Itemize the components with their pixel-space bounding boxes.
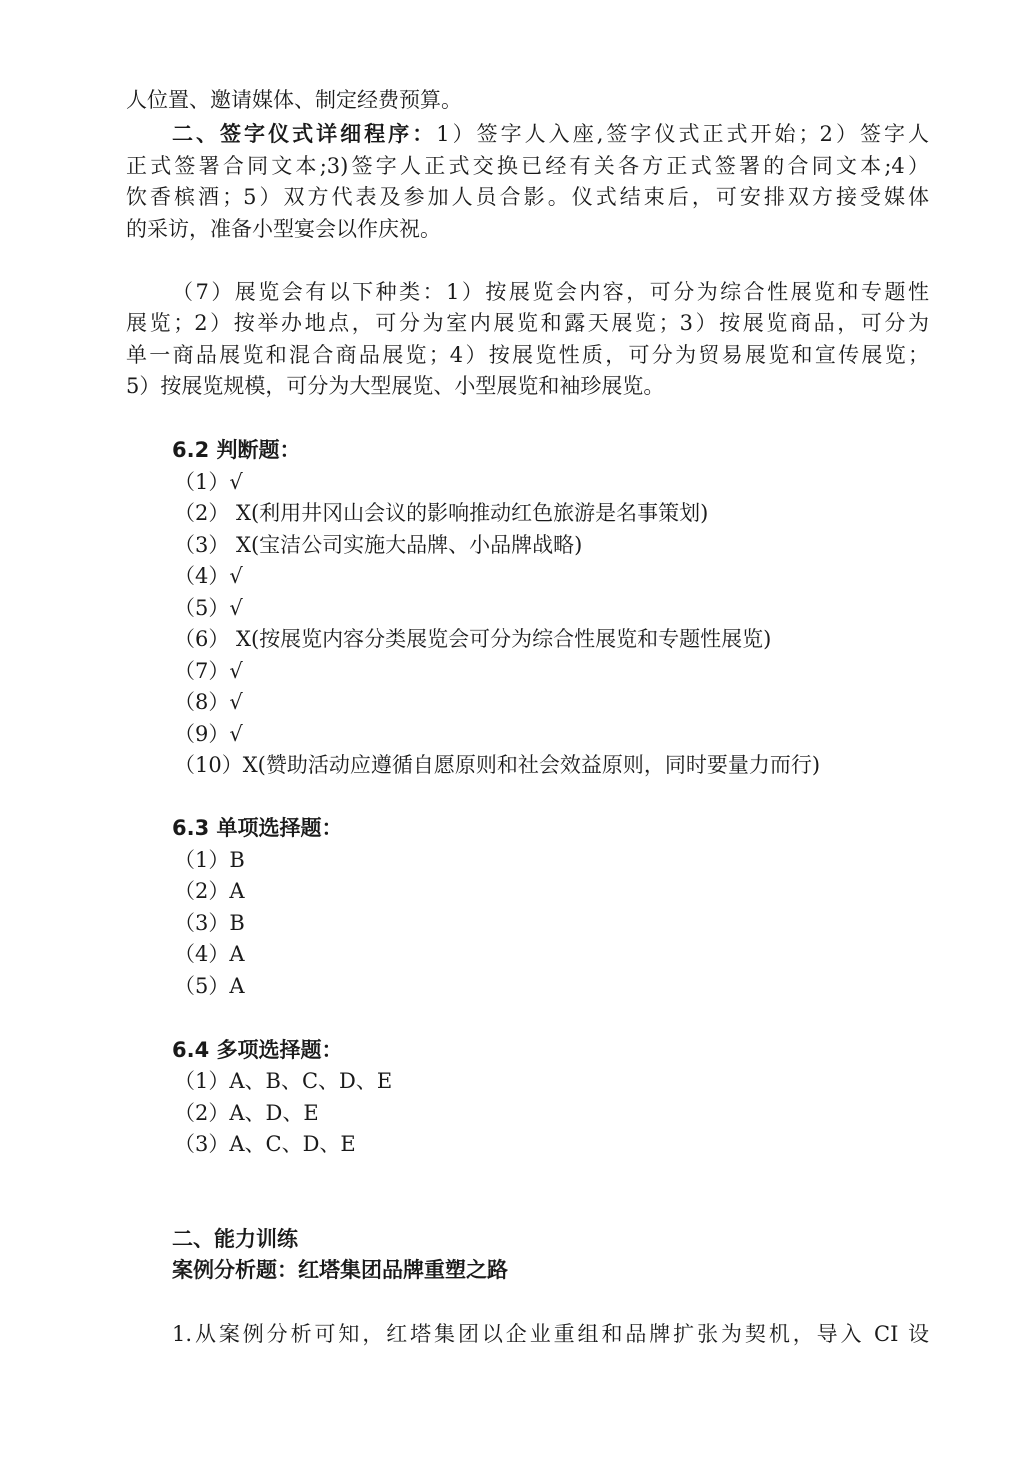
paragraph-text: 展览；2）按举办地点，可分为室内展览和露天展览；3）按展览商品，可分为 xyxy=(126,311,929,335)
paragraph-text: 单一商品展览和混合商品展览；4）按展览性质，可分为贸易展览和宣传展览； xyxy=(126,343,929,367)
answer-item: （3）A、C、D、E xyxy=(174,1132,356,1156)
paragraph-text: （7）展览会有以下种类：1）按展览会内容，可分为综合性展览和专题性 xyxy=(172,280,929,304)
paragraph-text: 正式签署合同文本;3)签字人正式交换已经有关各方正式签署的合同文本;4） xyxy=(126,154,929,178)
section-title: 6.4 多项选择题： xyxy=(172,1038,343,1062)
section-title: 6.3 单项选择题： xyxy=(172,816,343,840)
answer-item: （2） X(利用井冈山会议的影响推动红色旅游是名事策划) xyxy=(174,501,709,525)
answer-item: （2）A xyxy=(174,879,245,903)
answer-item: （4）A xyxy=(174,942,245,966)
paragraph-text: 人位置、邀请媒体、制定经费预算。 xyxy=(126,88,462,112)
answer-item: （1）A、B、C、D、E xyxy=(174,1069,393,1093)
paragraph-text: 5）按展览规模，可分为大型展览、小型展览和袖珍展览。 xyxy=(126,374,665,398)
answer-item: （1）√ xyxy=(174,470,243,494)
answer-item: （5）A xyxy=(174,974,245,998)
answer-item: （3） X(宝洁公司实施大品牌、小品牌战略) xyxy=(174,533,583,557)
answer-item: （10）X(赞助活动应遵循自愿原则和社会效益原则，同时要量力而行) xyxy=(174,753,821,777)
answer-item: （6） X(按展览内容分类展览会可分为综合性展览和专题性展览) xyxy=(174,627,772,651)
paragraph-text: 的采访，准备小型宴会以作庆祝。 xyxy=(126,217,441,241)
answer-item: （9）√ xyxy=(174,722,243,746)
paragraph-text: 饮香槟酒；5）双方代表及参加人员合影。仪式结束后，可安排双方接受媒体 xyxy=(126,185,929,209)
paragraph-text: 1）签字人入座,签字仪式正式开始；2）签字人 xyxy=(436,122,929,146)
section-heading-inline: 二、签字仪式详细程序： xyxy=(172,122,437,146)
answer-item: （2）A、D、E xyxy=(174,1101,319,1125)
answer-item: （4）√ xyxy=(174,564,243,588)
section-title: 6.2 判断题： xyxy=(172,438,301,462)
answer-item: （3）B xyxy=(174,911,245,935)
answer-item: （5）√ xyxy=(174,596,243,620)
case-title: 案例分析题：红塔集团品牌重塑之路 xyxy=(172,1258,508,1282)
answer-item: （7）√ xyxy=(174,659,243,683)
answer-item: （8）√ xyxy=(174,690,243,714)
part-title: 二、能力训练 xyxy=(172,1227,298,1251)
paragraph-first-line xyxy=(172,118,929,150)
answer-item: （1）B xyxy=(174,848,245,872)
paragraph-text: 1.从案例分析可知，红塔集团以企业重组和品牌扩张为契机，导入 CI 设 xyxy=(172,1322,929,1346)
